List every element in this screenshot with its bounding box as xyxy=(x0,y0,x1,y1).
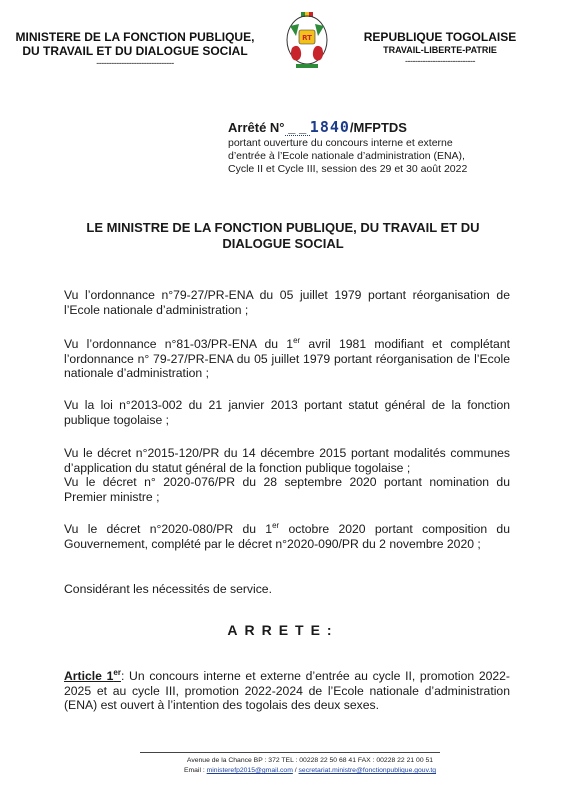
visa-decret-2020-076: Vu le décret n° 2020-076/PR du 28 septembre 2020 portant nomination du Premier ministre ; xyxy=(64,475,510,504)
arrete-number-blank: _ _ xyxy=(284,120,310,135)
visa-ordonnance-1979: Vu l’ordonnance n°79-27/PR-ENA du 05 juillet 1979 portant réorganisation de l’Ecole nationale d’administration ; xyxy=(64,288,510,317)
email-link-secretariat[interactable]: secretariat.ministre@fonctionpublique.gouv.tg xyxy=(298,767,437,774)
minister-title-line1: LE MINISTRE DE LA FONCTION PUBLIQUE, DU TRAVAIL ET DU xyxy=(86,220,480,235)
minister-title-line2: DIALOGUE SOCIAL xyxy=(222,236,344,251)
arrete-number-line xyxy=(228,118,548,137)
visa-loi-2013: Vu la loi n°2013-002 du 21 janvier 2013 portant statut général de la fonction publique togolaise ; xyxy=(64,398,510,427)
visa-1981-text-a: Vu l’ordonnance n°81-03/PR-ENA du 1 xyxy=(64,337,294,352)
article-1-text: : Un concours interne et externe d’entrée au cycle II, promotion 2022-2025 et au cycle III, promotion 2022-2024 de l’Ecole nationale d’administration (ENA) est ouvert à l’intention des togolais des deux sexes. xyxy=(64,669,510,713)
ministry-header xyxy=(10,30,260,69)
republic-name: REPUBLIQUE TOGOLAISE xyxy=(363,30,517,44)
republic-separator: ---------------------------- xyxy=(405,56,475,66)
footer-contact xyxy=(140,756,480,776)
ministry-separator: ------------------------------- xyxy=(96,58,174,68)
emblem-initials: RT xyxy=(302,34,312,42)
arrete-subject-line2: d’entrée à l’Ecole nationale d’administration (ENA), xyxy=(228,150,465,162)
visa-decret-2020-080 xyxy=(64,519,510,551)
visa-1981-text-b: avril 1981 modifiant et complétant l’ordonnance n° 79-27/PR-ENA du 05 juillet 1979 portant réorganisation de l’Ecole nationale d’administration ; xyxy=(64,337,510,381)
footer-address: Avenue de la Chance BP : 372 TEL : 00228 22 50 68 41 FAX : 00228 22 21 00 51 xyxy=(186,757,434,764)
visa-ordonnance-1981 xyxy=(64,334,510,381)
visa-decret-2015: Vu le décret n°2015-120/PR du 14 décembre 2015 portant modalités communes d’application du statut général de la fonction publique togolaise ; xyxy=(64,446,510,475)
email-link-gmail[interactable]: ministerefp2015@gmail.com xyxy=(206,767,293,774)
article-1 xyxy=(64,666,510,713)
arrete-prefix: Arrêté N° xyxy=(228,120,285,135)
ministry-name-line1: MINISTERE DE LA FONCTION PUBLIQUE, xyxy=(15,30,255,44)
visa-2020-080-sup: er xyxy=(272,521,280,530)
national-motto: TRAVAIL-LIBERTE-PATRIE xyxy=(383,45,497,55)
footer-divider xyxy=(140,752,440,753)
visa-2020-080-text-b: octobre 2020 portant composition du Gouvernement, complété par le décret n°2020-090/PR du 2 novembre 2020 ; xyxy=(64,522,510,551)
arrete-heading: ARRETE: xyxy=(227,622,339,638)
footer-emails: Email : ministerefp2015@gmail.com / secretariat.ministre@fonctionpublique.gouv.tg xyxy=(183,767,437,774)
arrete-subject-line1: portant ouverture du concours interne et externe xyxy=(228,137,453,149)
arrete-number: 1840 xyxy=(309,118,350,136)
arrete-subject-line3: Cycle II et Cycle III, session des 29 et 30 août 2022 xyxy=(228,163,468,175)
togo-coat-of-arms-icon xyxy=(284,8,330,90)
visa-2020-080-text-a: Vu le décret n°2020-080/PR du 1 xyxy=(64,522,273,537)
considerant: Considérant les nécessités de service. xyxy=(64,582,272,596)
minister-title xyxy=(60,220,506,252)
arrete-suffix: /MFPTDS xyxy=(349,120,407,135)
arrete-reference xyxy=(228,118,548,176)
ministry-name-line2: DU TRAVAIL ET DU DIALOGUE SOCIAL xyxy=(22,44,248,58)
article-1-label: Article 1er xyxy=(64,668,121,684)
visa-1981-sup: er xyxy=(293,336,301,345)
republic-header xyxy=(330,30,550,67)
